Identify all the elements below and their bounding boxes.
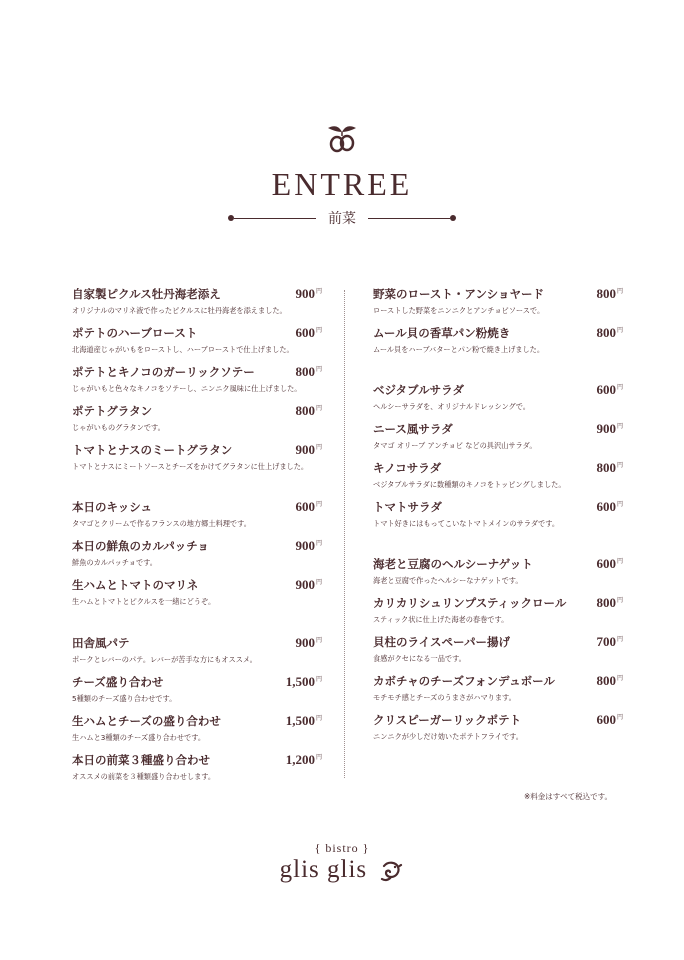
yen-unit: 円 [616, 637, 623, 643]
item-desc: オリジナルのマリネ液で作ったピクルスに牡丹海老を添えました。 [72, 306, 287, 315]
item-name: 海老と豆腐のヘルシーナゲット [373, 557, 533, 571]
price-value: 600 [596, 499, 616, 514]
yen-unit: 円 [616, 715, 623, 721]
item-name: ポテトグラタン [72, 404, 153, 418]
item-desc: ムール貝をハーブバターとパン粉で焼き上げました。 [373, 345, 545, 354]
price-value: 800 [596, 673, 616, 688]
item-desc: 鮮魚のカルパッチョです。 [72, 558, 157, 567]
price-value: 900 [596, 421, 616, 436]
item-price [286, 674, 322, 690]
tax-note: ※料金はすべて税込です。 [523, 792, 612, 801]
item-price [596, 499, 623, 515]
item-desc: 生ハムとトマトとピクルスを一緒にどうぞ。 [72, 597, 216, 606]
subtitle-row [228, 208, 456, 228]
menu-item [72, 538, 322, 568]
yen-unit: 円 [315, 638, 322, 644]
page-title: ENTREE [271, 166, 413, 202]
item-price [596, 712, 623, 728]
menu-item [72, 325, 322, 355]
item-name: 貝柱のライスペーパー揚げ [373, 635, 510, 649]
menu-item [72, 752, 322, 782]
item-desc: トマト好きにはもってこいなトマトメインのサラダです。 [373, 519, 560, 528]
item-price [596, 634, 623, 650]
yen-unit: 円 [616, 328, 623, 334]
item-name: ニース風サラダ [373, 422, 453, 436]
item-price [596, 556, 623, 572]
dormouse-icon [378, 858, 404, 884]
yen-unit: 円 [616, 559, 623, 565]
column-divider [344, 290, 345, 778]
yen-unit: 円 [315, 289, 322, 295]
item-price [596, 325, 623, 341]
item-name: ベジタブルサラダ [373, 383, 464, 397]
item-desc: 生ハムと3種類のチーズ盛り合わせです。 [72, 733, 206, 742]
yen-unit: 円 [315, 502, 322, 508]
yen-unit: 円 [616, 502, 623, 508]
yen-unit: 円 [315, 328, 322, 334]
item-price [295, 499, 322, 515]
item-name: ポテトのハーブロースト [72, 326, 198, 340]
yen-unit: 円 [315, 406, 322, 412]
price-value: 600 [596, 556, 616, 571]
menu-item [373, 460, 623, 490]
price-value: 700 [596, 634, 616, 649]
menu-item [373, 325, 623, 355]
price-value: 800 [295, 403, 315, 418]
item-desc: じゃがいものグラタンです。 [72, 423, 165, 432]
price-value: 900 [295, 442, 315, 457]
item-price [596, 382, 623, 398]
menu-item [72, 403, 322, 433]
item-desc: ヘルシーサラダを、オリジナルドレッシングで。 [373, 402, 530, 411]
menu-item [373, 286, 623, 316]
item-price [286, 713, 322, 729]
price-value: 800 [596, 286, 616, 301]
yen-unit: 円 [616, 676, 623, 682]
olive-branch-icon [322, 118, 362, 158]
menu-item [72, 286, 322, 316]
menu-item [72, 442, 322, 472]
yen-unit: 円 [315, 445, 322, 451]
item-price [596, 286, 623, 302]
menu-item [72, 635, 322, 665]
menu-item [72, 577, 322, 607]
menu-item [373, 421, 623, 451]
item-desc: タマゴとクリームで作るフランスの地方郷土料理です。 [72, 519, 251, 528]
menu-item [72, 499, 322, 529]
item-name: 本日のキッシュ [72, 500, 153, 514]
item-desc: トマトとナスにミートソースとチーズをかけてグラタンに仕上げました。 [72, 462, 309, 471]
price-value: 1,500 [285, 674, 315, 689]
item-name: チーズ盛り合わせ [72, 675, 164, 689]
menu-item [373, 673, 623, 703]
item-price [596, 595, 623, 611]
menu-item [373, 712, 623, 742]
item-name: 田舎風パテ [72, 636, 130, 650]
item-price [295, 538, 322, 554]
item-price [295, 635, 322, 651]
item-name: トマトサラダ [373, 500, 442, 514]
item-name: カボチャのチーズフォンデュボール [373, 674, 555, 688]
item-price [286, 752, 322, 768]
item-name: カリカリシュリンプスティックロール [373, 596, 567, 610]
item-desc: ポークとレバーのパテ。レバーが苦手な方にもオススメ。 [72, 655, 257, 664]
price-value: 900 [295, 538, 315, 553]
price-value: 1,500 [285, 713, 315, 728]
price-value: 800 [596, 595, 616, 610]
item-desc: 5種類のチーズ盛り合わせです。 [72, 694, 177, 703]
yen-unit: 円 [315, 541, 322, 547]
item-desc: モチモチ感とチーズのうまさがハマります。 [373, 693, 516, 702]
price-value: 800 [295, 364, 315, 379]
item-price [295, 403, 322, 419]
item-price [295, 364, 322, 380]
item-name: ポテトとキノコのガーリックソテー [72, 365, 255, 379]
menu-item [72, 674, 322, 704]
item-desc: じゃがいもと色々なキノコをソテーし、ニンニク風味に仕上げました。 [72, 384, 302, 393]
price-value: 800 [596, 325, 616, 340]
item-name: 生ハムとトマトのマリネ [72, 578, 199, 592]
menu-item [373, 556, 623, 586]
item-desc: 北海道産じゃがいもをローストし、ハーブローストで仕上げました。 [72, 345, 294, 354]
item-desc: タマゴ オリーブ アンチョビ などの具沢山サラダ。 [373, 441, 537, 450]
item-name: 生ハムとチーズの盛り合わせ [72, 714, 221, 728]
item-price [295, 325, 322, 341]
item-name: 本日の前菜３種盛り合わせ [72, 753, 210, 767]
menu-item [72, 713, 322, 743]
brand-logo [0, 856, 684, 884]
price-value: 900 [295, 577, 315, 592]
yen-unit: 円 [616, 424, 623, 430]
yen-unit: 円 [315, 677, 322, 683]
item-name: 野菜のロースト・アンショヤード [373, 287, 544, 301]
item-price [596, 673, 623, 689]
subtitle-line-right [368, 218, 450, 219]
item-desc: 食感がクセになる一品です。 [373, 654, 466, 663]
price-value: 600 [596, 382, 616, 397]
price-value: 900 [295, 635, 315, 650]
item-price [295, 577, 322, 593]
price-value: 800 [596, 460, 616, 475]
yen-unit: 円 [616, 289, 623, 295]
item-name: ムール貝の香草パン粉焼き [373, 326, 511, 340]
brand-tagline: { bistro } [314, 841, 370, 855]
price-value: 600 [295, 499, 315, 514]
yen-unit: 円 [616, 598, 623, 604]
item-name: 自家製ピクルス牡丹海老添え [72, 287, 221, 301]
item-desc: スティック状に仕上げた海老の春巻です。 [373, 615, 509, 624]
menu-item [373, 499, 623, 529]
menu-item [72, 364, 322, 394]
yen-unit: 円 [616, 385, 623, 391]
item-name: トマトとナスのミートグラタン [72, 443, 233, 457]
item-price [295, 286, 322, 302]
yen-unit: 円 [315, 755, 322, 761]
price-value: 1,200 [285, 752, 315, 767]
yen-unit: 円 [315, 367, 322, 373]
item-desc: 海老と豆腐で作ったヘルシーなナゲットです。 [373, 576, 523, 585]
price-value: 600 [295, 325, 315, 340]
item-name: キノコサラダ [373, 461, 442, 475]
yen-unit: 円 [315, 580, 322, 586]
item-price [295, 442, 322, 458]
menu-item [373, 634, 623, 664]
item-desc: ローストした野菜をニンニクとアンチョビソースで。 [373, 306, 545, 315]
menu-item [373, 382, 623, 412]
brand-name: glis glis [279, 856, 368, 883]
page-subtitle: 前菜 [328, 211, 356, 227]
price-value: 600 [596, 712, 616, 727]
yen-unit: 円 [315, 716, 322, 722]
item-desc: オススメの前菜を３種類盛り合わせします。 [72, 772, 216, 781]
item-name: クリスピーガーリックポテト [373, 713, 522, 727]
subtitle-dot-right [450, 215, 456, 221]
item-price [596, 460, 623, 476]
yen-unit: 円 [616, 463, 623, 469]
item-desc: ニンニクが少しだけ効いたポテトフライです。 [373, 732, 523, 741]
item-name: 本日の鮮魚のカルパッチョ [72, 539, 209, 553]
header-emblem [0, 118, 684, 162]
item-price [596, 421, 623, 437]
price-value: 900 [295, 286, 315, 301]
menu-item [373, 595, 623, 625]
item-desc: ベジタブルサラダに数種類のキノコをトッピングしました。 [373, 480, 566, 489]
